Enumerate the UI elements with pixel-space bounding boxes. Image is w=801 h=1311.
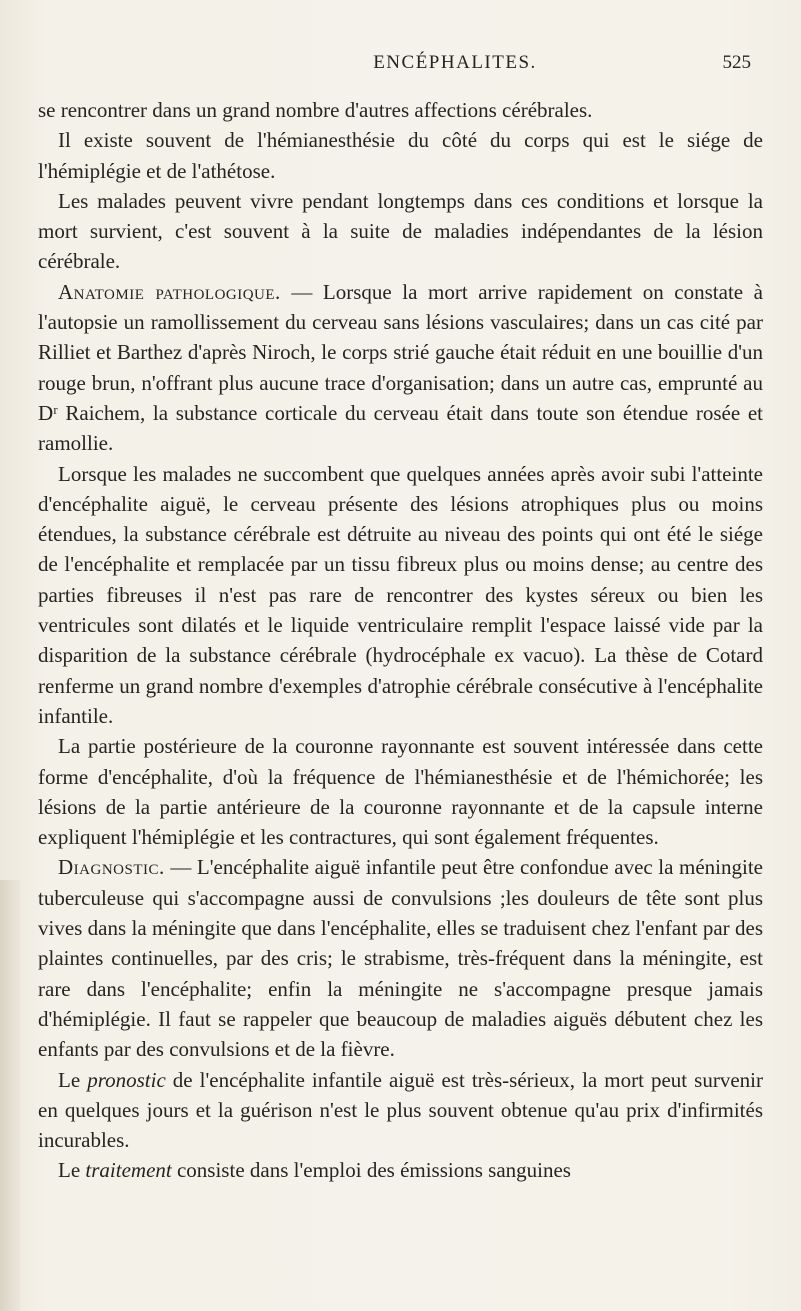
paragraph-anatomie: Anatomie pathologique. — Lorsque la mort arrive rapidement on constate à l'autopsie un ramollissement du cerveau sans lésions vasculaires; dans un cas cité par Rilliet et Barthez d'après Niroch, le corps strié gauche était réduit en une bouillie d'un rouge brun, n'offrant plus aucune trace d'organisation; dans un autre cas, emprunté au Dʳ Raichem, la substance corticale du cerveau était dans toute son étendue rosée et ramollie. [38,279,763,456]
paragraph-5: Lorsque les malades ne succombent que quelques années après avoir subi l'atteinte d'encéphalite aiguë, le cerveau présente des lésions atrophiques plus ou moins étendues, la substance cérébrale est détruite au niveau des points qui ont été le siége de l'encéphalite et remplacée par un tissu fibreux plus ou moins dense; au centre des parties fibreuses il n'est pas rare de rencontrer des kystes séreux ou bien les ventricules sont dilatés et le liquide ventriculaire remplit l'espace laissé vide par la disparition de la substance cérébrale (hydrocéphale ex vacuo). La thèse de Cotard renferme un grand nombre d'exemples d'atrophie cérébrale consécutive à l'encéphalite infantile. [38,461,763,728]
paragraph-traitement: Le traitement consiste dans l'emploi des émissions sanguines [58,1158,571,1183]
body-text [38,95,763,1186]
page-gutter-shadow [0,880,20,1311]
paragraph-pronostic: Le pronostic de l'encéphalite infantile aiguë est très-sérieux, la mort peut survenir en quelques jours et la guérison n'est le plus souvent obtenue qu'au prix d'infirmités incurables. [38,1067,763,1153]
paragraph-3: Les malades peuvent vivre pendant longtemps dans ces conditions et lorsque la mort survient, c'est souvent à la suite de maladies indépendantes de la lésion cérébrale. [38,188,763,274]
section-lead-anatomie: Anatomie pathologique. [58,279,281,304]
section-lead-diagnostic: Diagnostic. [58,855,165,880]
paragraph-2: Il existe souvent de l'hémianesthésie du côté du corps qui est le siége de l'hémiplégie et de l'athétose. [38,128,763,183]
term-pronostic: pronostic [87,1067,166,1092]
paragraph-6: La partie postérieure de la couronne rayonnante est souvent intéressée dans cette forme d'encéphalite, d'où la fréquence de l'hémianesthésie et de l'hémichorée; les lésions de la partie antérieure de la couronne rayonnante et de la capsule interne expliquent l'hémiplégie et les contractures, qui sont également fréquentes. [38,734,763,850]
page-header [0,52,801,80]
paragraph-1: se rencontrer dans un grand nombre d'autres affections cérébrales. [38,98,593,122]
term-traitement: traitement [85,1158,172,1183]
paragraph-diagnostic: Diagnostic. — L'encéphalite aiguë infantile peut être confondue avec la méningite tuberculeuse qui s'accompagne aussi de convulsions ;les douleurs de tête sont plus vives dans la méningite que dans l'encéphalite, elles se traduisent chez l'enfant par des plaintes continuelles, par des cris; le strabisme, très-fréquent dans la méningite, est rare dans l'encéphalite; enfin la méningite ne s'accompagne presque jamais d'hémiplégie. Il faut se rappeler que beaucoup de maladies aiguës débutent chez les enfants par des convulsions et de la fièvre. [38,855,763,1062]
page-number: 525 [722,52,751,73]
running-head: ENCÉPHALITES. [373,52,537,73]
